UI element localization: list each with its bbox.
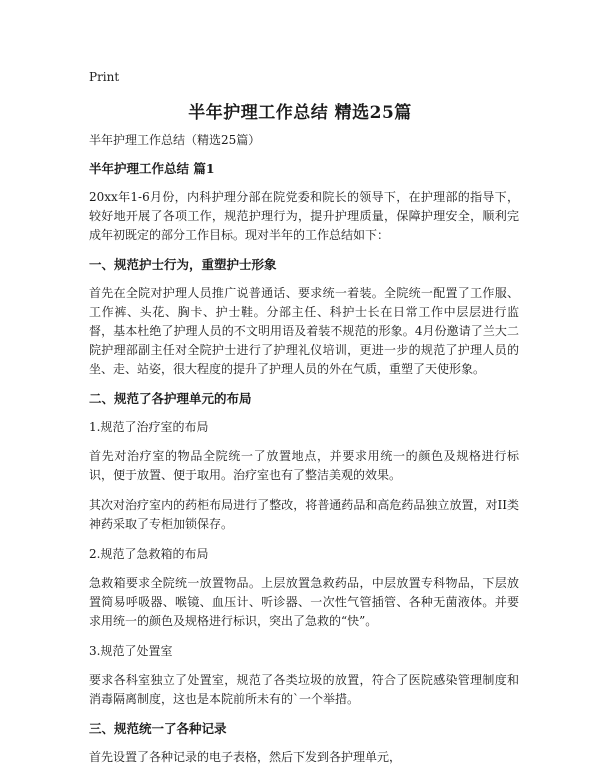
article-heading: 半年护理工作总结 篇1 [89, 161, 215, 176]
document-subtitle: 半年护理工作总结（精选25篇） [89, 133, 261, 147]
section-3-heading: 三、规范统一了各种记录 [89, 721, 227, 736]
intro-paragraph: 20xx年1-6月份，内科护理分部在院党委和院长的领导下，在护理部的指导下，较好地开展了各项工作，规范护理行为，提升护理质量，保障护理安全，顺利完成年初既定的部分工作目标。现对半年的工作总结如下： [89, 190, 519, 242]
section-2-subheading-3: 3.规范了处置室 [89, 644, 173, 658]
page-title: 半年护理工作总结 精选25篇 [188, 103, 412, 123]
section-1-heading: 一、规范护士行为，重塑护士形象 [89, 257, 277, 272]
section-2-paragraph-4: 要求各科室独立了处置室，规范了各类垃圾的放置，符合了医院感染管理制度和消毒隔离制度，这也是本院前所未有的`一个举措。 [89, 673, 519, 706]
section-2-paragraph-1: 首先对治疗室的物品全院统一了放置地点，并要求用统一的颜色及规格进行标识，便于放置、便于取用。治疗室也有了整洁美观的效果。 [89, 449, 519, 482]
document-body [89, 131, 519, 776]
section-2-paragraph-2: 其次对治疗室内的药柜布局进行了整改，将普通药品和高危药品独立放置，对II类神药采取了专柜加锁保存。 [89, 498, 519, 531]
section-2-subheading-1: 1.规范了治疗室的布局 [89, 420, 209, 434]
section-2-heading: 二、规范了各护理单元的布局 [89, 391, 252, 406]
section-2-paragraph-3: 急救箱要求全院统一放置物品。上层放置急救药品，中层放置专科物品，下层放置简易呼吸器、喉镜、血压计、听诊器、一次性气管插管、各种无菌液体。并要求用统一的颜色及规格进行标识，突出了急救的“快”。 [89, 576, 519, 628]
section-1-paragraph: 首先在全院对护理人员推广说普通话、要求统一着装。全院统一配置了工作服、工作裤、头花、胸卡、护士鞋。分部主任、科护士长在日常工作中层层进行监督，基本杜绝了护理人员的不文明用语及着装不规范的形象。4月份邀请了兰大二院护理部副主任对全院护士进行了护理礼仪培训，更进一步的规范了护理人员的坐、走、站姿，很大程度的提升了护理人员的外在气质，重塑了天使形象。 [89, 286, 519, 376]
section-3-paragraph: 首先设置了各种记录的电子表格，然后下发到各护理单元， [89, 750, 402, 764]
print-link[interactable]: Print [89, 70, 120, 84]
section-2-subheading-2: 2.规范了急救箱的布局 [89, 547, 209, 561]
